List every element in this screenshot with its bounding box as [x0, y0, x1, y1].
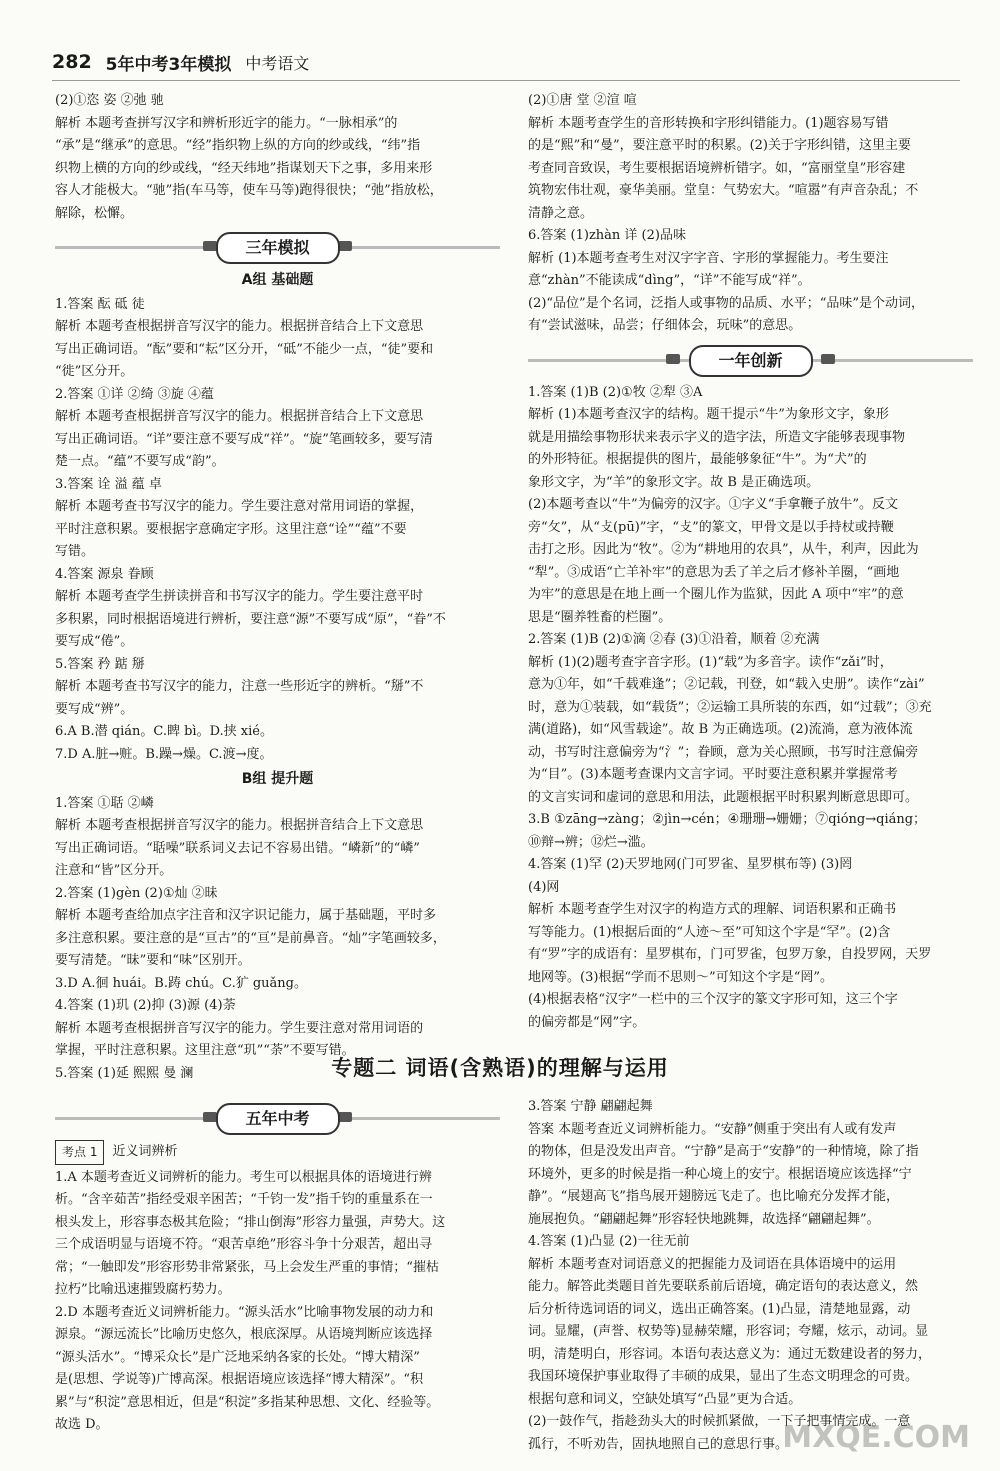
left2-line: 解析 本题考查书写汉字的能力。学生要注意对常用词语的掌握， — [55, 499, 424, 514]
banner-yinian-label: 一年创新 — [688, 345, 812, 377]
right3-line: (2)一鼓作气，指趁劲头大的时候抓紧做，一下子把事情完成。一意 — [528, 1414, 911, 1429]
left4-line: 根头发上，形容事态极其危险；“排山倒海”形容力量强，声势大。这 — [55, 1214, 446, 1230]
banner-dot — [338, 1112, 352, 1122]
right2-line: 的外形特征。根据提供的图片，最能够象征“牛”。为“犬”的 — [528, 452, 867, 467]
right1-line: 解析 本题考查学生的音形转换和字形纠错能力。(1)题容易写错 — [528, 115, 889, 131]
book-subject: 中考语文 — [245, 53, 310, 73]
right3-line: 施展抱负。“翩翩起舞”形容轻快地跳舞，故选择“翩翩起舞”。 — [528, 1211, 880, 1227]
page-header — [52, 44, 309, 80]
right1-line: 清静之意。 — [528, 205, 594, 221]
left4-line: 2.D 本题考查近义词辨析能力。“源头活水”比喻事物发展的动力和 — [55, 1304, 434, 1320]
left4-line: 是(思想、学说等)广博高深。根据语境应该选择“博大精深”。“积 — [55, 1372, 424, 1387]
right1-line: 6.答案 (1)zhàn 详 (2)品味 — [528, 228, 686, 243]
left2-line: 写出正确词语。“酝”要和“耘”区分开，“砥”不能少一点，“徒”要和 — [55, 341, 434, 357]
left4-line: 1.A 本题考查近义词辨析的能力。考生可以根据具体的语境进行辨 — [55, 1169, 432, 1185]
banner-wunian — [55, 1100, 500, 1136]
right2-line: 解析 (1)(2)题考查字音字形。(1)“载”为多音字。读作“zǎi”时， — [528, 654, 893, 670]
right3-line: 能力。解答此类题目首先要联系前后语境，确定语句的表达意义，然 — [528, 1279, 919, 1294]
right1-line: 解析 (1)本题考查考生对汉字字音、字形的掌握能力。考生要注 — [528, 250, 889, 266]
right2-line: 击打之形。因此为“牧”。②为“耕地用的农具”，从牛，利声，因此为 — [528, 542, 919, 557]
left2-line: 楚一点。“蕴”不要写成“韵”。 — [55, 454, 225, 469]
right2-line: 3.B ①zāng→zàng；②jìn→cén；④珊珊→姗姗；⑦qióng→qiáng； — [528, 812, 927, 827]
right2-line: 旁“攵”，从“攴(pū)”字，“攴”的篆文，甲骨文是以手持杖或持鞭 — [528, 519, 894, 535]
header-rule — [52, 80, 960, 81]
right2-line: 地网等。(3)根据“学而不思则～”可知这个字是“罔”。 — [528, 969, 833, 985]
left3-line: 1.答案 ①聒 ②嶙 — [55, 795, 154, 811]
right2-line: 解析 本题考查学生对汉字的构造方式的理解、词语积累和正确书 — [528, 902, 897, 917]
right1-line: 有“尝试滋味，品尝；仔细体会，玩味”的意思。 — [528, 318, 802, 333]
left3-line: 要写清楚。“昧”要和“味”区别开。 — [55, 953, 251, 968]
kaodian-label: 近义词辨析 — [112, 1144, 178, 1159]
left4-line: “源头活水”。“博采众长”是广泛地采纳各家的长处。“博大精深” — [55, 1349, 420, 1365]
right3-line: 后分析待选词语的词义，选出正确答案。(1)凸显，清楚地显露，动 — [528, 1301, 911, 1317]
right2-line: (2)本题考查以“牛”为偏旁的汉字。①字义“手拿鞭子放牛”。反文 — [528, 497, 898, 512]
left3-line: 3.D A.徊 huái。B.踌 chú。C.犷 guǎng。 — [55, 975, 307, 991]
left3-line: 5.答案 (1)延 熙熙 曼 澜 — [55, 1065, 194, 1081]
left3-line: 写出正确词语。“聒噪”联系词义去记不容易出错。“嶙新”的“嶙” — [55, 840, 420, 856]
left4-line: 拉朽”比喻迅速摧毁腐朽势力。 — [55, 1282, 231, 1297]
right2-line: 解析 (1)本题考查汉字的结构。题干提示“牛”为象形文字，象形 — [528, 407, 889, 422]
left4-line: 常；“一触即发”形容形势非常紧张，马上会发生严重的事情；“摧枯 — [55, 1259, 439, 1275]
right3-line: 的物体，但是没发出声音。“宁静”是高于“安静”的一种情境，除了指 — [528, 1144, 919, 1159]
left3-block — [55, 793, 500, 1086]
right1-line: 筑物宏伟壮观，豪华美丽。堂皇：气势宏大。“喧嚣”有声音杂乱；不 — [528, 183, 919, 198]
left2-line: 平时注意积累。要根据字意确定字形。这里注意“诠”“蕴”不要 — [55, 521, 407, 537]
right3-line: 4.答案 (1)凸显 (2)一往无前 — [528, 1234, 690, 1249]
right1-line: (2)“品位”是个名词，泛指人或事物的品质、水平；“品味”是个动词， — [528, 295, 924, 311]
group-a-title: A组 基础题 — [241, 272, 314, 288]
left3-line: 多注意积累。要注意的是“亘古”的“亘”是前鼻音。“灿”字笔画较多， — [55, 930, 446, 946]
left2-line: 5.答案 矜 踮 掰 — [55, 656, 145, 672]
right-column-top — [528, 90, 973, 1034]
left2-line: 解析 本题考查根据拼音写汉字的能力。根据拼音结合上下文意思 — [55, 409, 424, 424]
kaodian-tag: 考点 1 — [55, 1140, 104, 1165]
banner-dot — [666, 354, 680, 364]
right2-line: (4)网 — [528, 879, 560, 895]
left2-line: 多积累，同时根据语境进行辨析，要注意“源”不要写成“原”，“眷”不 — [55, 611, 446, 627]
left2-line: 2.答案 ①详 ②绮 ③旋 ④蕴 — [55, 386, 214, 402]
right3-line: 根据句意和词义，空缺处填写“凸显”更为合适。 — [528, 1391, 802, 1407]
right2-line: 为“目”。(3)本题考查课内文言字词。平时要注意积累并掌握常考 — [528, 767, 898, 782]
left1-line: (2)①恣 姿 ②弛 驰 — [55, 93, 164, 108]
right2-line: 4.答案 (1)罕 (2)天罗地网(门可罗雀、星罗棋布等) (3)罔 — [528, 857, 853, 872]
topic-title: 专题二 词语(含熟语)的理解与运用 — [331, 1056, 669, 1080]
right3-line: 静”。“展翅高飞”指鸟展开翅膀远飞走了。也比喻充分发挥才能， — [528, 1189, 899, 1204]
right2-line: 动，书写时注意偏旁为“氵”；眷顾，意为关心照顾，书写时注意偏旁 — [528, 744, 919, 760]
left2-line: 写错。 — [55, 544, 95, 559]
left4-line: 故选 D。 — [55, 1417, 109, 1432]
left3-line: 2.答案 (1)gèn (2)①灿 ②昧 — [55, 885, 218, 901]
right2-line: ⑩辩→辨；⑫烂→滥。 — [528, 834, 654, 850]
left2-line: 解析 本题考查根据拼音写汉字的能力。根据拼音结合上下文意思 — [55, 319, 424, 334]
left1-line: 解析 本题考查拼写汉字和辨析形近字的能力。“一脉相承”的 — [55, 115, 398, 131]
kaodian-row — [55, 1140, 500, 1165]
right3-line: 3.答案 宁静 翩翩起舞 — [528, 1099, 653, 1114]
left2-line: 3.答案 诠 溢 蕴 卓 — [55, 476, 162, 492]
right2-line: (4)根据表格“汉字”一栏中的三个汉字的篆文字形可知，这三个字 — [528, 992, 898, 1007]
right3-block — [528, 1096, 973, 1456]
left2-line: 4.答案 源泉 眷顾 — [55, 566, 154, 582]
right2-line: “犁”。③成语“亡羊补牢”的意思为丢了羊之后才修补羊圈，“画地 — [528, 564, 900, 580]
right2-line: 就是用描绘事物形状来表示字义的造字法，所造文字能够表现事物 — [528, 429, 906, 445]
right2-block — [528, 382, 973, 1035]
right1-line: (2)①唐 堂 ②渲 喧 — [528, 93, 637, 108]
left2-line: 解析 本题考查学生拼读拼音和书写汉字的能力。学生要注意平时 — [55, 589, 424, 604]
right3-line: 明，清楚明白，形容词。本语句表达意义为：通过无数建设者的努力， — [528, 1346, 932, 1362]
left2-block — [55, 294, 500, 767]
left4-line: 累”与“积淀”意思相近，但是“积淀”多指某种思想、文化、经验等。 — [55, 1394, 440, 1410]
banner-wunian-label: 五年中考 — [215, 1103, 339, 1135]
right1-line: 意“zhàn”不能读成“dìng”，“详”不能写成“祥”。 — [528, 273, 811, 288]
left1-line: “承”是“继承”的意思。“经”指织物上纵的方向的纱或线，“纬”指 — [55, 138, 421, 153]
right2-line: 2.答案 (1)B (2)①滴 ②春 (3)①沿着，顺着 ②充满 — [528, 632, 820, 647]
left2-line: 要写成“倦”。 — [55, 634, 134, 649]
right2-line: 1.答案 (1)B (2)①牧 ②犁 ③A — [528, 384, 703, 400]
right3-line: 解析 本题考查对词语意义的把握能力及词语在具体语境中的运用 — [528, 1256, 897, 1272]
banner-sannian-label: 三年模拟 — [215, 232, 339, 264]
left3-line: 解析 本题考查根据拼音写汉字的能力。根据拼音结合上下文意思 — [55, 818, 424, 833]
left4-block — [55, 1167, 500, 1437]
left2-line: “徙”区分开。 — [55, 364, 134, 379]
page-number: 282 — [52, 51, 92, 73]
right3-line: 孤行，不听劝告，固执地照自己的意思行事。 — [528, 1436, 789, 1452]
left3-line: 4.答案 (1)玑 (2)抑 (3)源 (4)荼 — [55, 998, 236, 1013]
right2-line: 象形文字，为“羊”的象形文字。故 B 是正确选项。 — [528, 474, 820, 490]
right1-line: 考查同音致误，考生要根据语境辨析错字。如，“富丽堂皇”形容建 — [528, 160, 906, 176]
group-b-title: B组 提升题 — [241, 771, 314, 787]
banner-dot — [821, 354, 835, 364]
right2-line: 意为①年，如“千载难逢”；②记载，刊登，如“载入史册”。读作“zài” — [528, 677, 925, 692]
banner-yinian — [528, 342, 973, 378]
left1-line: 织物上横的方向的纱或线，“经天纬地”指谋划天下之事，多用来形 — [55, 160, 433, 176]
right2-line: 有“罗”字的成语有：星罗棋布，门可罗雀，包罗万象，自投罗网，天罗 — [528, 947, 932, 962]
left2-line: 解析 本题考查书写汉字的能力，注意一些形近字的辨析。“掰”不 — [55, 679, 424, 694]
left2-line: 1.答案 酝 砥 徒 — [55, 296, 145, 312]
left2-line: 要写成“辨”。 — [55, 701, 134, 717]
book-title: 5年中考3年模拟 — [105, 54, 232, 75]
watermark: MXQE.COM — [782, 1420, 970, 1455]
right2-line: 的文言实词和虚词的意思和用法，此题根据平时积累判断意思即可。 — [528, 789, 919, 805]
right3-line: 环境外，更多的时候是指一种心境上的安宁。根据语境应该选择“宁 — [528, 1166, 912, 1182]
left2-line: 6.A B.潜 qián。C.睥 bì。D.挟 xié。 — [55, 724, 273, 739]
left1-line: 容人才能极大。“驰”指(车马等，使车马等)跑得很快；“弛”指放松， — [55, 183, 443, 198]
right2-line: 的偏旁都是“网”字。 — [528, 1014, 646, 1030]
right1-line: 的是“熙”和“曼”，要注意平时的积累。(2)关于字形纠错，这里主要 — [528, 138, 911, 153]
left4-line: 三个成语明显与语境不符。“艰苦卓绝”形容斗争十分艰苦，超出寻 — [55, 1237, 433, 1252]
banner-sannian — [55, 229, 500, 265]
right2-line: 满(道路)，如“风雪载途”。故 B 为正确选项。(2)流淌，意为液体流 — [528, 722, 913, 737]
left4-line: 析。“含辛茹苦”指经受艰辛困苦；“千钧一发”指千钧的重量系在一 — [55, 1192, 433, 1207]
left2-line: 写出正确词语。“详”要注意不要写成“祥”。“旋”笔画较多，要写清 — [55, 431, 433, 447]
left3-line: 解析 本题考查根据拼音写汉字的能力。学生要注意对常用词语的 — [55, 1020, 424, 1036]
right2-line: 时，意为①装载，如“载货”；②运输工具所装的东西，如“过载”；③充 — [528, 699, 932, 715]
right3-line: 答案 本题考查近义词辨析能力。“安静”侧重于突出有人或有发声 — [528, 1121, 897, 1137]
left3-line: 解析 本题考查给加点字注音和汉字识记能力，属于基础题，平时多 — [55, 908, 437, 923]
right3-line: 我国环境保护事业取得了丰硕的成果，显出了生态文明理念的可贵。 — [528, 1369, 919, 1384]
left2-line: 7.D A.脏→赃。B.躁→燥。C.渡→度。 — [55, 746, 273, 762]
right3-line: 词。显耀，(声誉、权势等)显赫荣耀，形容词；夸耀，炫示，动词。显 — [528, 1324, 929, 1339]
left-column-bottom — [55, 1096, 500, 1437]
left-column-top — [55, 90, 500, 1085]
right-column-bottom — [528, 1096, 973, 1456]
left4-line: 源泉。“源远流长”比喻历史悠久，根底深厚。从语境判断应该选择 — [55, 1327, 433, 1342]
left3-line: 注意和“皆”区分开。 — [55, 863, 173, 878]
right2-line: 思是“圈养牲畜的栏圈”。 — [528, 609, 672, 625]
left3-line: 掌握，平时注意积累。这里注意“玑”“荼”不要写错。 — [55, 1043, 355, 1058]
right1-block — [528, 90, 973, 338]
right2-line: 写等能力。(1)根据后面的“人迹～至”可知这个字是“罕”。(2)含 — [528, 924, 891, 940]
right2-line: 为牢”的意思是在地上画一个圈儿作为监狱，因此 A 项中“牢”的意 — [528, 587, 904, 602]
left1-line: 解除，松懈。 — [55, 205, 134, 221]
left1-block — [55, 90, 500, 225]
banner-dot — [338, 241, 352, 251]
